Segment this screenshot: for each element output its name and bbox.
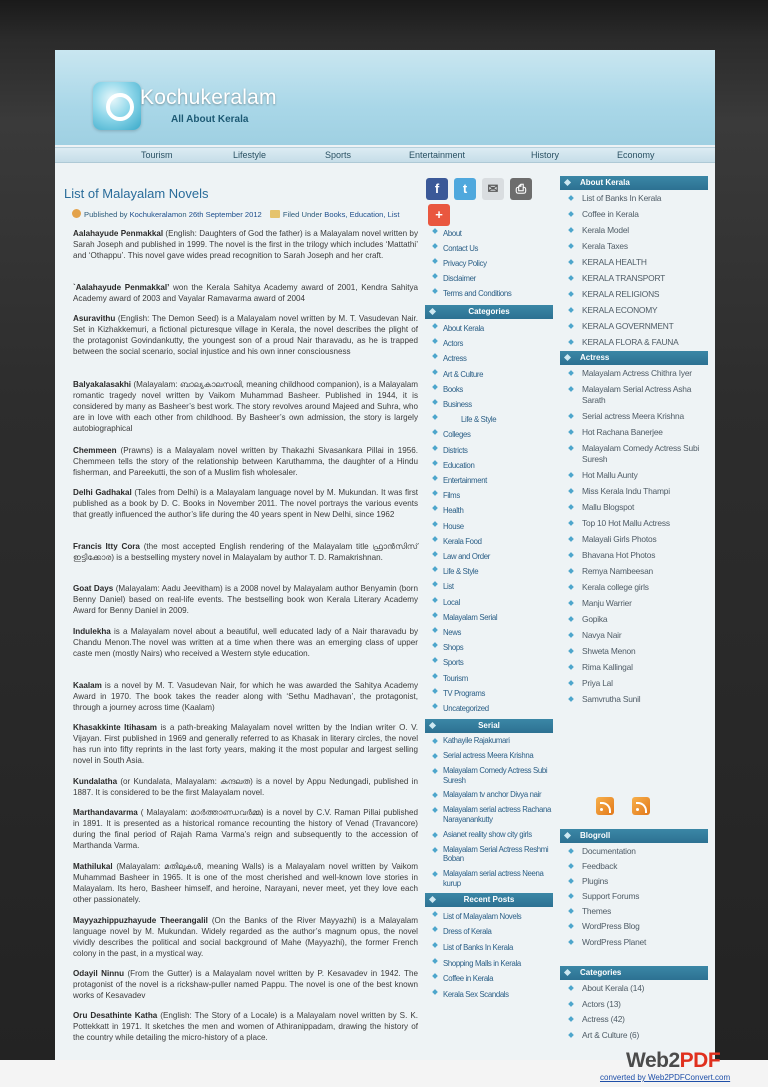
right-category-link[interactable]: Art & Culture (6) — [560, 1030, 708, 1041]
page-link[interactable]: Contact Us — [425, 241, 553, 256]
post-paragraph: Asuravithu (English: The Demon Seed) is a Malayalam novel written by M. T. Vasudevan Nair. Set in Kizhakkemuri, a fictional picturesque village in Kerala, the novel describes the plight of the protagonist Govindankutty, the youngest son of a proud Nair tharavadu, as he is trapped between the social scenario, social injustice and his own inner consciousness — [73, 314, 418, 356]
twitter-icon[interactable]: t — [454, 178, 476, 200]
post-paragraph: Kundalatha (or Kundalata, Malayalam: കുന്ദലത) is a novel by Appu Nedungadi, published in 1887. It is considered to be the first Malayalam novel. — [73, 777, 418, 797]
category-link[interactable]: List — [425, 579, 553, 594]
serial-link[interactable]: Malayalam serial actress Neena kurup — [425, 869, 553, 889]
web2pdf-link[interactable]: converted by Web2PDFConvert.com — [600, 1073, 731, 1082]
web2pdf-watermark — [590, 1045, 768, 1087]
about-kerala-link[interactable]: KERALA HEALTH — [560, 257, 708, 268]
right-categories-widget-header: Categories — [560, 966, 708, 980]
post-paragraph: Chemmeen (Prawns) is a Malayalam novel written by Thakazhi Sivasankara Pillai in 1956. Chemmeen tells the story of the relationship between Karuthamma, the daughter of a Hindu fisherman, and Pareekutti, the son of a Muslim fish wholesaler. — [73, 446, 418, 477]
facebook-icon[interactable]: f — [426, 178, 448, 200]
rss-icon[interactable] — [596, 797, 614, 815]
blogroll-link[interactable]: Support Forums — [560, 891, 708, 902]
actress-link[interactable]: Malayalam Comedy Actress Subi Suresh — [560, 443, 708, 465]
pages-list — [425, 226, 553, 301]
category-link[interactable]: Districts — [425, 443, 553, 458]
about-kerala-link[interactable]: Kerala Model — [560, 225, 708, 236]
actress-link[interactable]: Kerala college girls — [560, 582, 708, 593]
meta-categories-link[interactable]: Books, Education, List — [324, 210, 400, 219]
category-link[interactable]: Actress — [425, 351, 553, 366]
recent-posts-list — [425, 909, 553, 1003]
about-kerala-link[interactable]: KERALA ECONOMY — [560, 305, 708, 316]
right-category-link[interactable]: About Kerala (14) — [560, 983, 708, 994]
post-paragraph: Mathilukal (Malayalam: മതിലുകൾ, meaning Walls) is a Malayalam novel written by Vaikom Muhammad Basheer in 1965. It is one of the most cherished and well-known love stories in Malayalam. Its hero, Basheer himself, and heroine, Narayani, never meet, yet they love each other passionately. — [73, 862, 418, 904]
serial-link[interactable]: Asianet reality show city girls — [425, 830, 553, 840]
site-tagline: All About Kerala — [171, 114, 249, 125]
serial-link[interactable]: Malayalam Serial Actress Reshmi Boban — [425, 845, 553, 865]
post-paragraph: Khasakkinte Itihasam is a path-breaking Malayalam novel written by the Indian writer O. V. Vijayan. First published in 1969 and generally referred to as Khasak in literary circles, the novel has run into fifty reprints in the last forty years, making it the most popular and largest selling novel in South Asia. — [73, 723, 419, 765]
actress-link[interactable]: Manju Warrier — [560, 598, 708, 609]
rss-icon[interactable] — [632, 797, 650, 815]
meta-on: on — [178, 210, 187, 219]
category-link[interactable]: TV Programs — [425, 686, 553, 701]
blogroll-link[interactable]: Feedback — [560, 861, 708, 872]
actress-link[interactable]: Bhavana Hot Photos — [560, 550, 708, 561]
recent-post-link[interactable]: List of Banks In Kerala — [425, 940, 553, 956]
actress-link[interactable]: Miss Kerala Indu Thampi — [560, 486, 708, 497]
page-link[interactable]: Privacy Policy — [425, 256, 553, 271]
about-kerala-link[interactable]: Kerala Taxes — [560, 241, 708, 252]
about-kerala-link[interactable]: List of Banks In Kerala — [560, 193, 708, 204]
meta-published-by: Published by — [84, 210, 128, 219]
nav-history[interactable]: History — [531, 150, 560, 160]
actress-link[interactable]: Samvrutha Sunil — [560, 694, 708, 705]
page-link[interactable]: Terms and Conditions — [425, 286, 553, 301]
post-paragraph: `Aalahayude Penmakkal’ won the Kerala Sahitya Academy award of 2001, Kendra Sahitya Academy award of 2003 and Vayalar Ramavarma award of 2004 — [73, 283, 418, 303]
category-link[interactable]: About Kerala — [425, 321, 553, 336]
category-link[interactable]: Books — [425, 382, 553, 397]
subcategory-link[interactable]: Life & Style — [425, 412, 553, 427]
post-paragraph: Balyakalasakhi (Malayalam: ബാല്യകാലസഖി, meaning childhood companion), is a Malayalam romantic tragedy novel written by Vaikom Muhammad Basheer. Published in 1944, it is considered by many as Basheer’s best work. The story revolves around Majeed and Suhra, who are in love with each other from childhood. By Basheer’s own admission, the story is largely autobiographical — [73, 380, 418, 433]
blogroll-list — [560, 846, 708, 948]
category-link[interactable]: Health — [425, 503, 553, 518]
category-link[interactable]: Entertainment — [425, 473, 553, 488]
category-link[interactable]: Sports — [425, 655, 553, 670]
category-link[interactable]: Art & Culture — [425, 367, 553, 382]
category-link[interactable]: Uncategorized — [425, 701, 553, 716]
about-kerala-link[interactable]: KERALA GOVERNMENT — [560, 321, 708, 332]
category-link[interactable]: Law and Order — [425, 549, 553, 564]
right-category-link[interactable]: Actors (13) — [560, 999, 708, 1010]
actress-link[interactable]: Priya Lal — [560, 678, 708, 689]
about-kerala-link[interactable]: KERALA RELIGIONS — [560, 289, 708, 300]
category-link[interactable]: Actors — [425, 336, 553, 351]
recent-posts-widget-header: Recent Posts — [425, 893, 553, 907]
post-title[interactable]: List of Malayalam Novels — [64, 186, 209, 201]
post-paragraph: Kaalam is a novel by M. T. Vasudevan Nair, for which he was awarded the Sahitya Academy Award in 1970. The book takes the reader along with ‘Sethu Madhavan’, the protagonist, through a journey across time (Kaalam) — [73, 681, 418, 712]
about-kerala-list — [560, 193, 708, 348]
right-categories-widget — [560, 966, 708, 1045]
recent-post-link[interactable]: List of Malayalam Novels — [425, 909, 553, 925]
web2pdf-logo: Web2PDF — [626, 1049, 721, 1072]
actress-link[interactable]: Malayali Girls Photos — [560, 534, 708, 545]
serial-link[interactable]: Malayalam tv anchor Divya nair — [425, 790, 553, 800]
post-paragraph: Goat Days (Malayalam: Aadu Jeevitham) is a 2008 novel by Malayalam author Benyamin (born Benny Daniel) based on real-life events. The bestselling book won Kerala Literary Academy Award for Benny Daniel in 2009. — [73, 584, 418, 615]
actress-link[interactable]: Remya Nambeesan — [560, 566, 708, 577]
blogroll-link[interactable]: WordPress Blog — [560, 921, 708, 932]
serial-link[interactable]: Malayalam serial actress Rachana Narayanankutty — [425, 805, 553, 825]
page-link[interactable]: Disclaimer — [425, 271, 553, 286]
actress-link[interactable]: Serial actress Meera Krishna — [560, 411, 708, 422]
blogroll-link[interactable]: Documentation — [560, 846, 708, 857]
main-nav — [55, 147, 715, 163]
nav-sports[interactable]: Sports — [325, 150, 352, 160]
actress-link[interactable]: Rima Kallingal — [560, 662, 708, 673]
nav-economy[interactable]: Economy — [617, 150, 655, 160]
actress-link[interactable]: Malayalam Serial Actress Asha Sarath — [560, 384, 708, 406]
nav-entertainment[interactable]: Entertainment — [409, 150, 466, 160]
actress-link[interactable]: Hot Rachana Banerjee — [560, 427, 708, 438]
category-link[interactable]: Films — [425, 488, 553, 503]
site-logo[interactable] — [93, 82, 141, 130]
post-paragraph: Delhi Gadhakal (Tales from Delhi) is a Malayalam language novel by M. Mukundan. It was first published as a book by D. C. Books in November 2011. The novel portrays the various events that greatly influenced the author’s life during the 40 years spent in New Delhi, since 1962 — [73, 488, 418, 519]
post-paragraph: Aalahayude Penmakkal (English: Daughters of God the father) is a Malayalam novel written by Sarah Joseph and published in 1999. The novel is the first in the trilogy which includes ‘Mattathi’ and ‘Othappu’. This novel gave wides pread recognition to Sarah Joseph and her craft. — [73, 229, 418, 260]
category-link[interactable]: Shops — [425, 640, 553, 655]
about-kerala-link[interactable]: Coffee in Kerala — [560, 209, 708, 220]
meta-author-link[interactable]: Kochukeralam — [129, 210, 179, 219]
site-header — [55, 50, 715, 145]
post-paragraph: Francis Itty Cora (the most accepted English rendering of the Malayalam title ഫ്രാൻസിസ് ഇട്ടിക്കോര) is a bestselling mystery novel in Malayalam by author T. D. Ramakrishnan. — [73, 542, 418, 562]
blogroll-link[interactable]: Themes — [560, 906, 708, 917]
post-paragraph: Mayyazhippuzhayude Theerangalil (On the Banks of the River Mayyazhi) is a Malayalam language novel by M. Mukundan. Widely regarded as the author’s magnum opus, the novel vividly describes the political and social background of Mahe (Mayyazhi), the former French colony in the past, in a mystical way. — [73, 916, 418, 958]
site-title[interactable]: Kochukeralam — [140, 86, 277, 109]
serial-link[interactable]: Kathayile Rajakumari — [425, 736, 553, 746]
share-more-icon[interactable]: + — [428, 204, 450, 226]
post-paragraph: Odayil Ninnu (From the Gutter) is a Malayalam novel written by P. Kesavadev in 1942. The protagonist of the novel is a rickshaw-puller named Pappu. The novel is one of the best known works of Kesavadev — [73, 969, 418, 1000]
right-category-link[interactable]: Actress (42) — [560, 1014, 708, 1025]
serial-link[interactable]: Malayalam Comedy Actress Subi Suresh — [425, 766, 553, 786]
category-link[interactable]: News — [425, 625, 553, 640]
post-paragraph: Marthandavarma ( Malayalam: മാർത്താണ്ഡവർമ്മ) is a novel by C.V. Raman Pillai published in 1891. It is presented as a historical romance recounting the history of Venad (Travancore) during the final period of Rajah Rama Varma’s reign and subsequently to the accession of Marthanda Varma. — [73, 808, 418, 850]
category-link[interactable]: Life & Style — [425, 564, 553, 579]
actress-link[interactable]: Navya Nair — [560, 630, 708, 641]
post-paragraph: Indulekha is a Malayalam novel about a beautiful, well educated lady of a Nair tharavadu by Chandu Menon.The novel was written at a time when there was an emerging class of upper caste men (mostly Nairs) who received a Western style education. — [73, 627, 418, 658]
meta-date-link[interactable]: 26th September 2012 — [188, 210, 262, 219]
recent-post-link[interactable]: Dress of Kerala — [425, 924, 553, 940]
category-link[interactable]: Education — [425, 458, 553, 473]
blogroll-widget — [560, 829, 708, 952]
serial-list — [425, 736, 553, 889]
category-link[interactable]: Business — [425, 397, 553, 412]
serial-link[interactable]: Serial actress Meera Krishna — [425, 751, 553, 761]
recent-post-link[interactable]: Shopping Malls in Kerala — [425, 956, 553, 972]
category-link[interactable]: Local — [425, 595, 553, 610]
blogroll-widget-header: Blogroll — [560, 829, 708, 843]
category-link[interactable]: House — [425, 519, 553, 534]
page-link[interactable]: About — [425, 226, 553, 241]
about-kerala-link[interactable]: KERALA TRANSPORT — [560, 273, 708, 284]
actress-link[interactable]: Malayalam Actress Chithra Iyer — [560, 368, 708, 379]
about-kerala-link[interactable]: KERALA FLORA & FAUNA — [560, 337, 708, 348]
author-icon — [72, 209, 81, 218]
actress-link[interactable]: Mallu Blogspot — [560, 502, 708, 513]
actress-link[interactable]: Gopika — [560, 614, 708, 625]
category-link[interactable]: Malayalam Serial — [425, 610, 553, 625]
nav-lifestyle[interactable]: Lifestyle — [233, 150, 267, 160]
actress-link[interactable]: Shweta Menon — [560, 646, 708, 657]
post-paragraph: Oru Desathinte Katha (English: The Story of a Locale) is a Malayalam novel written by S. K. Pottekkatt in 1971. It sketches the men and women of Athiranippadam, drawing the history of the country while detailing the micro-history of a place. — [73, 1011, 418, 1042]
blogroll-link[interactable]: Plugins — [560, 876, 708, 887]
category-link[interactable]: Tourism — [425, 671, 553, 686]
category-link[interactable]: Kerala Food — [425, 534, 553, 549]
print-icon[interactable]: ⎙ — [510, 178, 532, 200]
nav-tourism[interactable]: Tourism — [141, 150, 173, 160]
right-categories-list — [560, 983, 708, 1041]
actress-link[interactable]: Hot Mallu Aunty — [560, 470, 708, 481]
categories-list — [425, 321, 553, 716]
categories-widget-header: Categories — [425, 305, 553, 319]
category-link[interactable]: Colleges — [425, 427, 553, 442]
actress-list — [560, 368, 708, 705]
email-icon[interactable]: ✉ — [482, 178, 504, 200]
serial-widget-header: Serial — [425, 719, 553, 733]
actress-link[interactable]: Top 10 Hot Mallu Actress — [560, 518, 708, 529]
recent-post-link[interactable]: Kerala Sex Scandals — [425, 987, 553, 1003]
blogroll-link[interactable]: WordPress Planet — [560, 937, 708, 948]
actress-widget-header: Actress — [560, 351, 708, 365]
right-sidebar — [560, 176, 708, 710]
recent-post-link[interactable]: Coffee in Kerala — [425, 971, 553, 987]
post-meta — [72, 209, 399, 219]
middle-sidebar — [425, 226, 553, 1002]
about-kerala-widget-header: About Kerala — [560, 176, 708, 190]
meta-filed-under: Filed Under — [282, 210, 323, 219]
folder-icon — [270, 210, 280, 218]
